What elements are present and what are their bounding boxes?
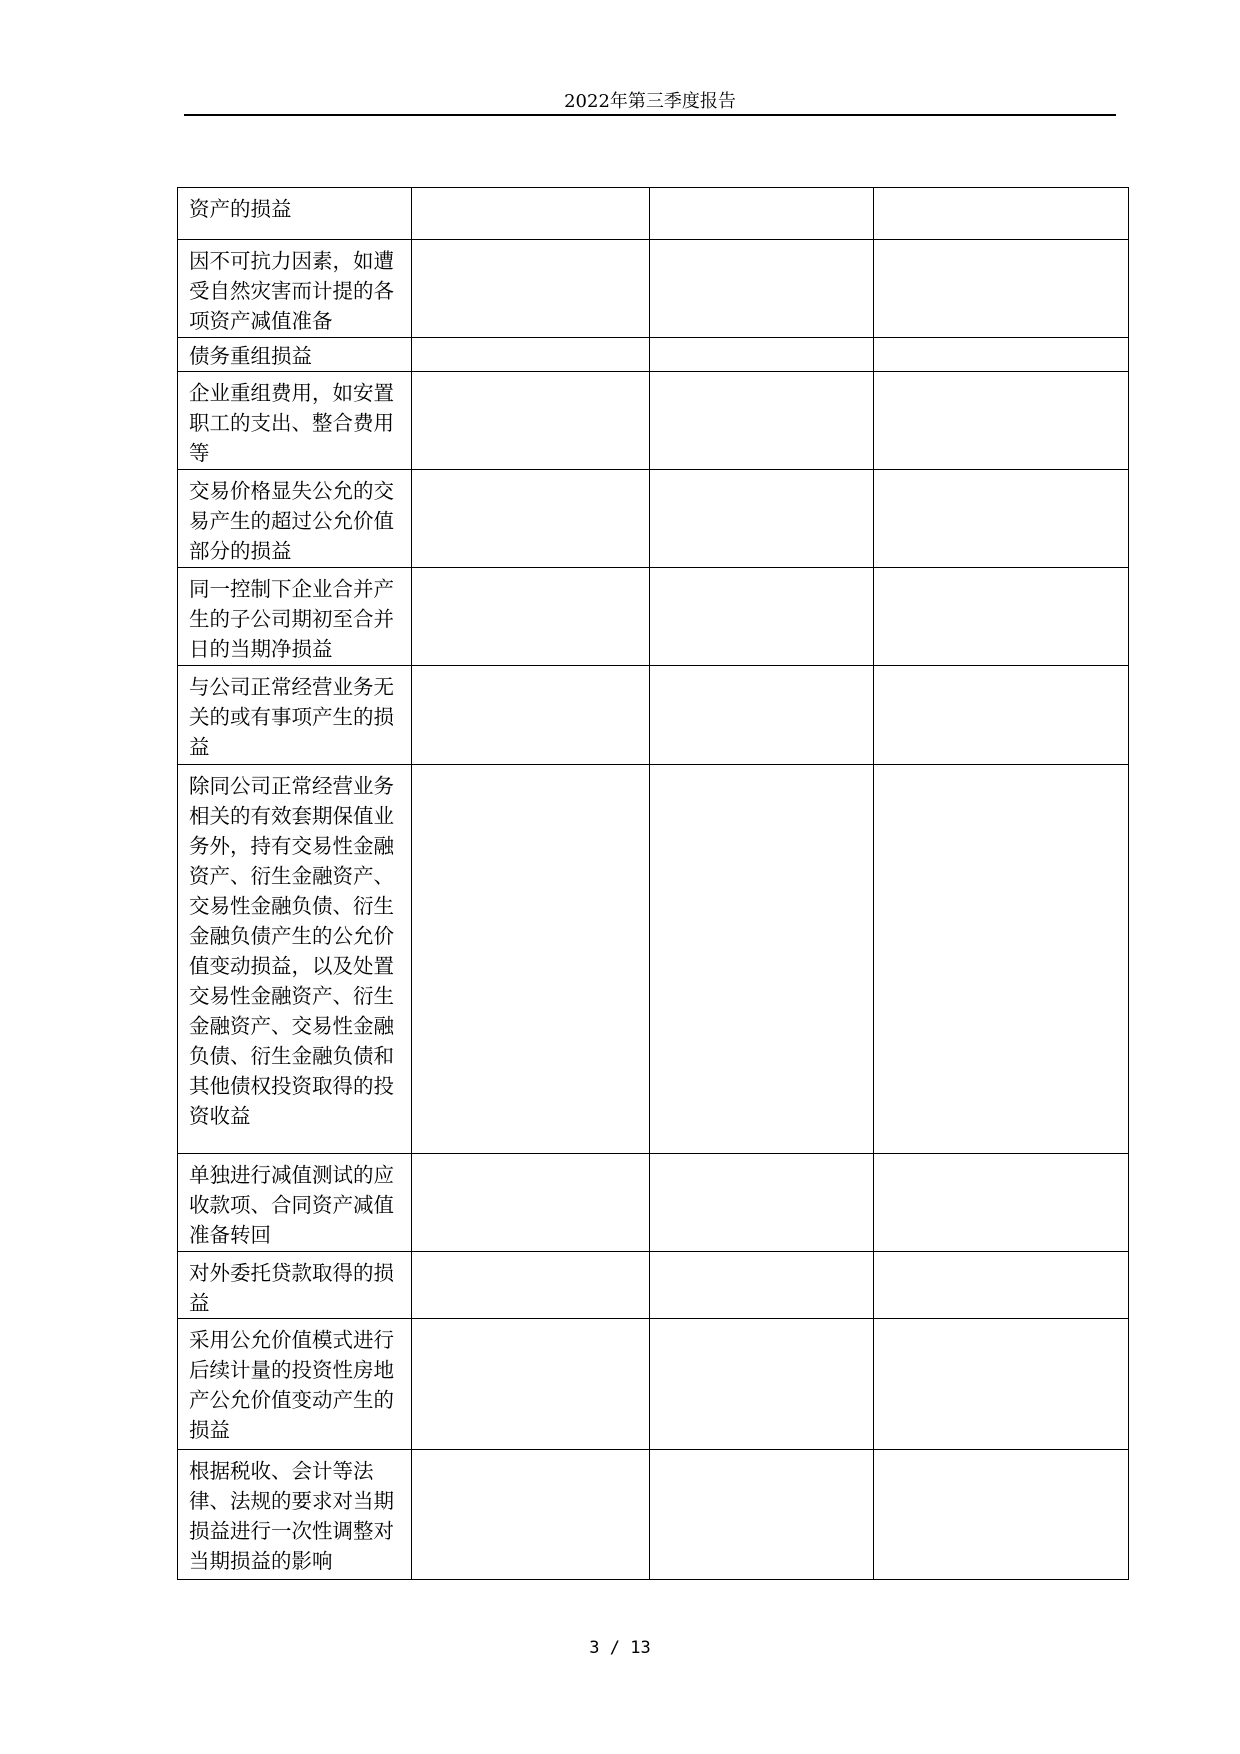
table-cell — [874, 372, 1129, 470]
table-cell — [650, 1252, 874, 1319]
row-label: 根据税收、会计等法律、法规的要求对当期损益进行一次性调整对当期损益的影响 — [178, 1450, 412, 1580]
table-cell — [650, 188, 874, 240]
row-label: 交易价格显失公允的交易产生的超过公允价值部分的损益 — [178, 470, 412, 568]
table-row — [178, 765, 1129, 1154]
table-cell — [874, 1319, 1129, 1450]
table-cell — [650, 568, 874, 666]
table-row — [178, 1450, 1129, 1580]
table-cell — [412, 240, 650, 338]
row-label: 同一控制下企业合并产生的子公司期初至合并日的当期净损益 — [178, 568, 412, 666]
table-cell — [650, 1319, 874, 1450]
table-row — [178, 188, 1129, 240]
table-cell — [874, 240, 1129, 338]
row-label: 对外委托贷款取得的损益 — [178, 1252, 412, 1319]
table-cell — [650, 1450, 874, 1580]
table-row — [178, 240, 1129, 338]
table-cell — [650, 372, 874, 470]
table-cell — [412, 338, 650, 372]
table-cell — [412, 1319, 650, 1450]
row-label: 除同公司正常经营业务相关的有效套期保值业务外，持有交易性金融资产、衍生金融资产、交易性金融负债、衍生金融负债产生的公允价值变动损益，以及处置交易性金融资产、衍生金融资产、交易性金融负债、衍生金融负债和其他债权投资取得的投资收益 — [178, 765, 412, 1154]
page-number: 3 / 13 — [589, 1638, 651, 1658]
table-cell — [412, 372, 650, 470]
table-cell — [412, 666, 650, 765]
table-row — [178, 470, 1129, 568]
table-cell — [650, 1154, 874, 1252]
table-cell — [874, 338, 1129, 372]
table-row — [178, 338, 1129, 372]
row-label: 与公司正常经营业务无关的或有事项产生的损益 — [178, 666, 412, 765]
table-cell — [412, 1252, 650, 1319]
table-cell — [874, 765, 1129, 1154]
table-row — [178, 372, 1129, 470]
table-cell — [874, 666, 1129, 765]
table-cell — [874, 568, 1129, 666]
page-header-title: 2022年第三季度报告 — [564, 91, 736, 112]
non-recurring-items-table — [177, 187, 1129, 1580]
table-row — [178, 568, 1129, 666]
table-cell — [412, 1154, 650, 1252]
table-cell — [412, 1450, 650, 1580]
table-row — [178, 1319, 1129, 1450]
table-cell — [650, 666, 874, 765]
table-row — [178, 1154, 1129, 1252]
table-cell — [412, 568, 650, 666]
table-cell — [412, 470, 650, 568]
table-cell — [650, 240, 874, 338]
table-cell — [874, 1450, 1129, 1580]
table-row — [178, 666, 1129, 765]
table-cell — [412, 188, 650, 240]
row-label: 企业重组费用，如安置职工的支出、整合费用等 — [178, 372, 412, 470]
row-label: 资产的损益 — [178, 188, 412, 240]
row-label: 单独进行减值测试的应收款项、合同资产减值准备转回 — [178, 1154, 412, 1252]
table-cell — [874, 1154, 1129, 1252]
table-cell — [412, 765, 650, 1154]
row-label: 采用公允价值模式进行后续计量的投资性房地产公允价值变动产生的损益 — [178, 1319, 412, 1450]
table-row — [178, 1252, 1129, 1319]
table-cell — [874, 470, 1129, 568]
table-cell — [874, 1252, 1129, 1319]
table-cell — [650, 470, 874, 568]
row-label: 债务重组损益 — [178, 338, 412, 372]
header-divider — [184, 114, 1116, 116]
row-label: 因不可抗力因素，如遭受自然灾害而计提的各项资产减值准备 — [178, 240, 412, 338]
table-cell — [650, 338, 874, 372]
table-cell — [650, 765, 874, 1154]
table-cell — [874, 188, 1129, 240]
